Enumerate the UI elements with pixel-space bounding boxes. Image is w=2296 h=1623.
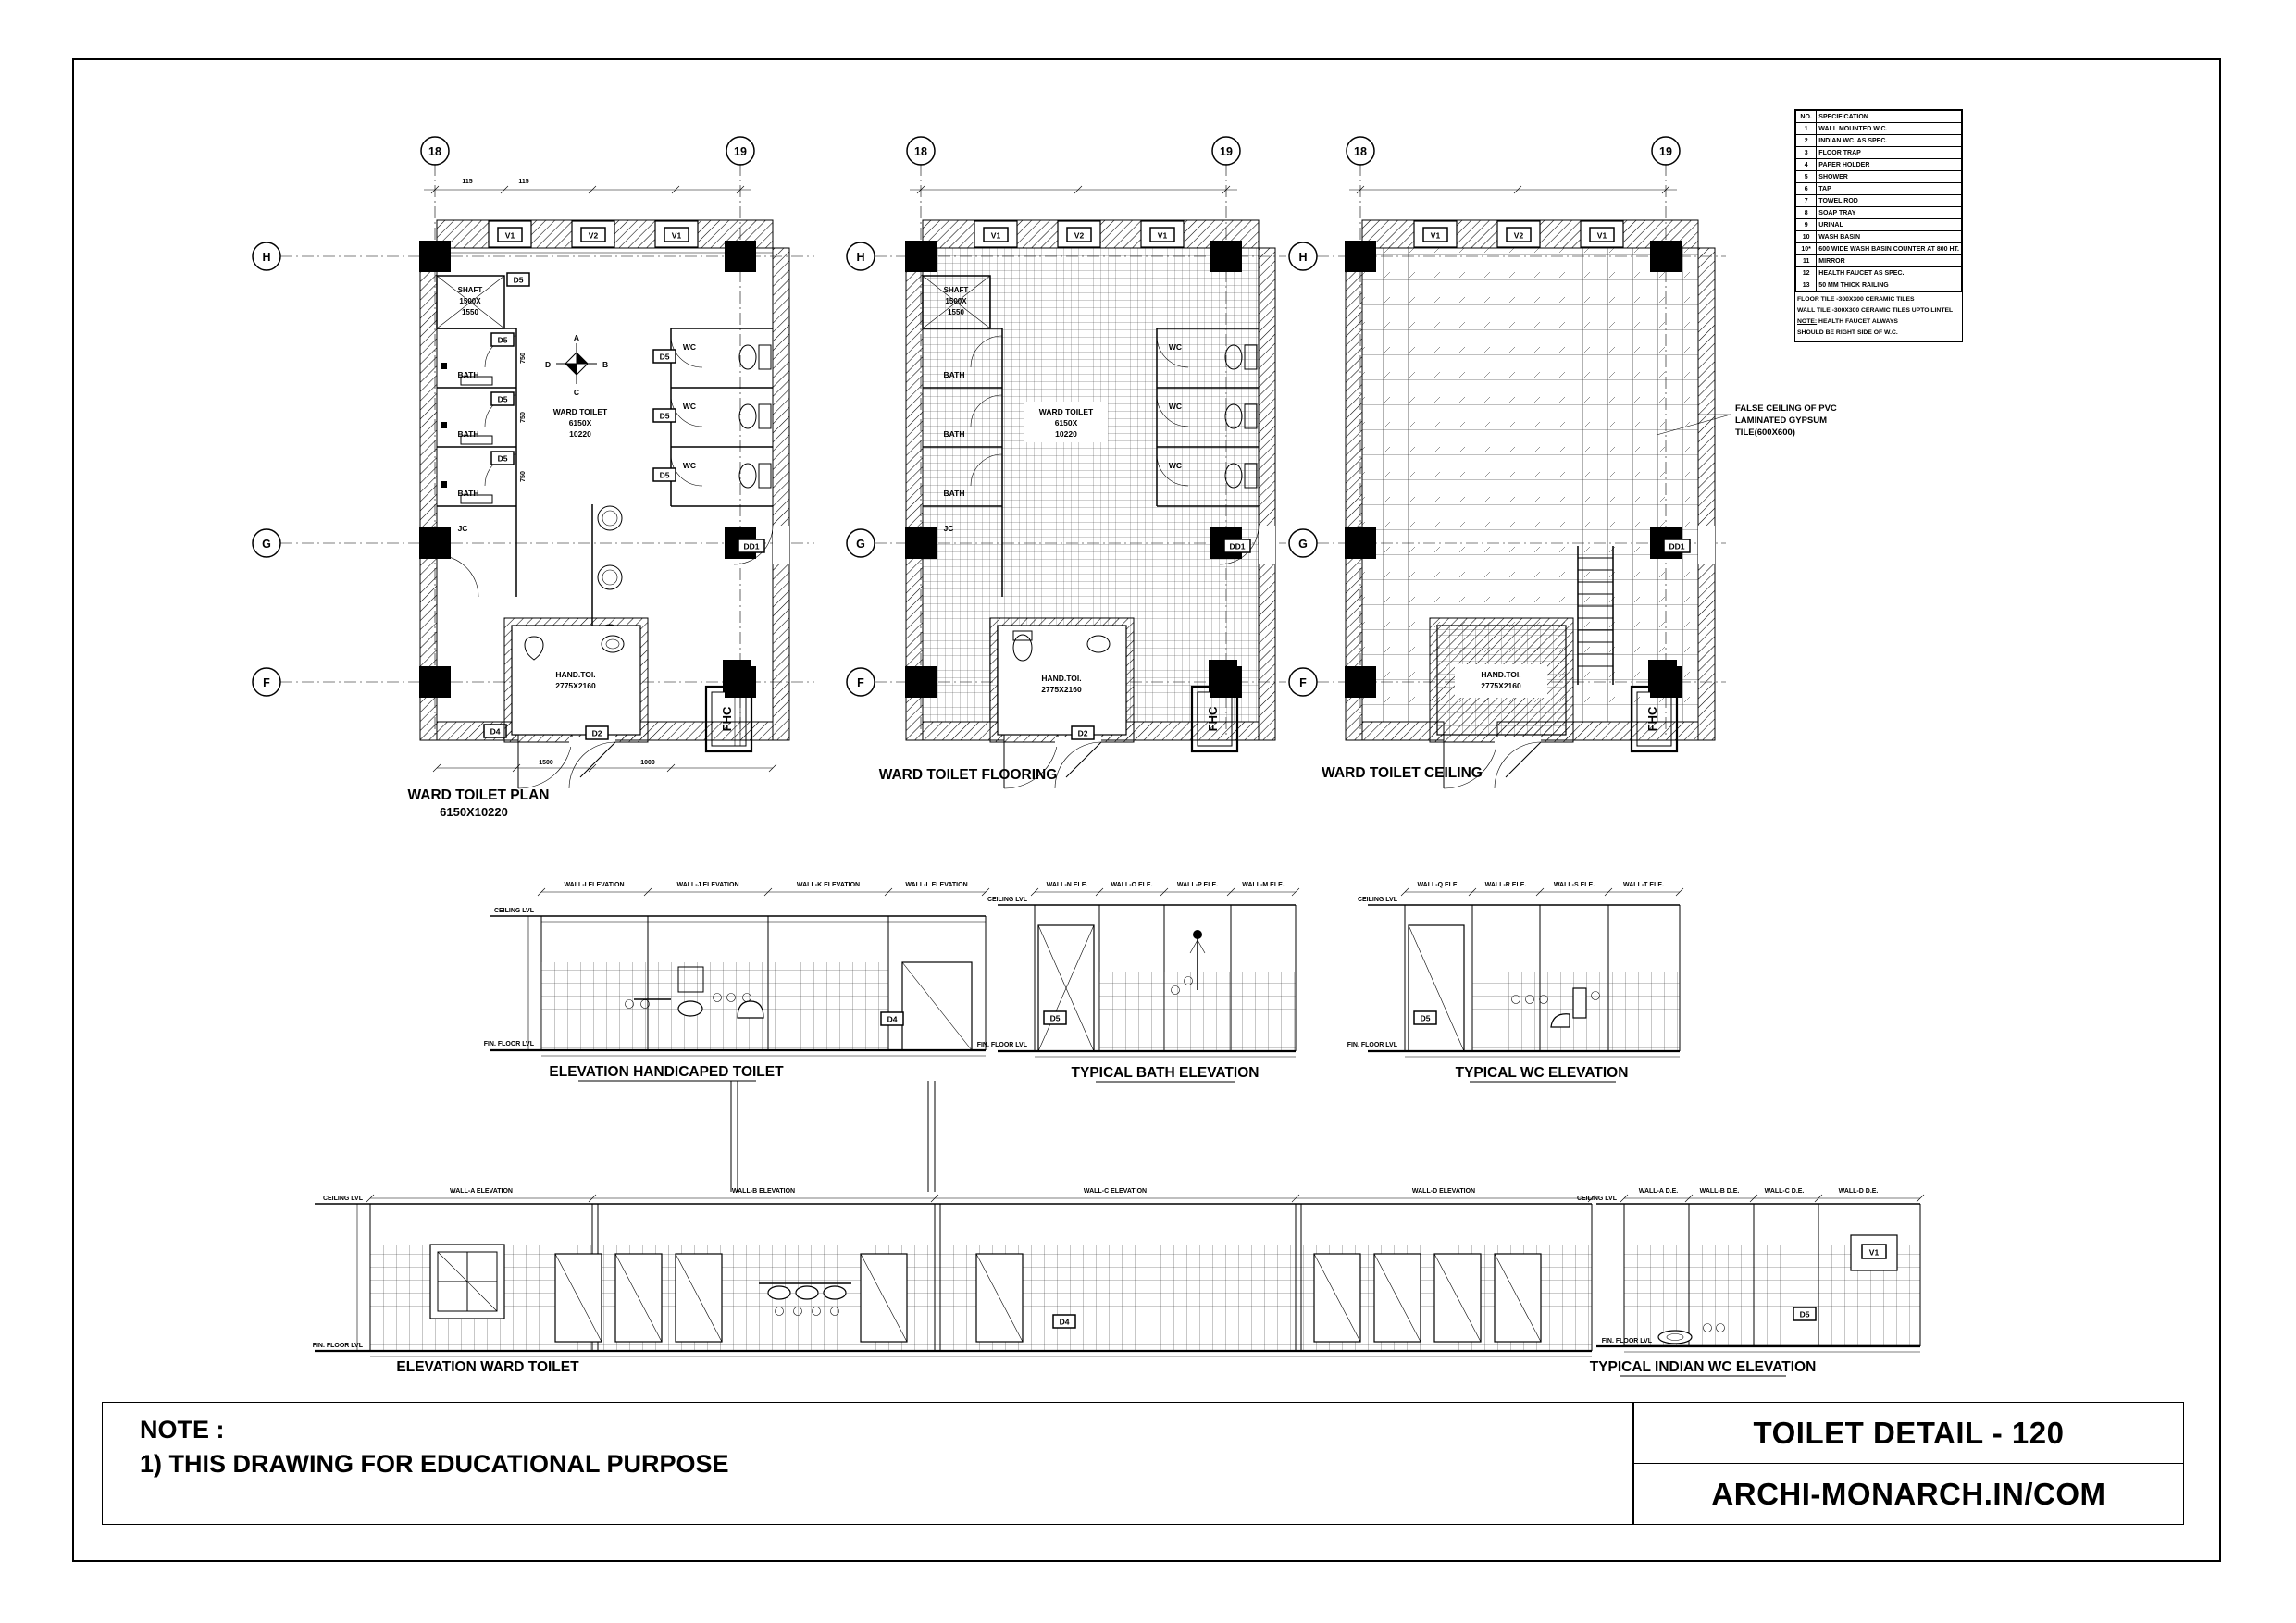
elevation-title: ELEVATION HANDICAPED TOILET (549, 1064, 784, 1080)
svg-text:H: H (262, 251, 271, 264)
door-tag-d5 (1414, 1011, 1436, 1024)
svg-text:WALL-D ELEVATION: WALL-D ELEVATION (1411, 1188, 1476, 1195)
plan-title: WARD TOILET FLOORING (878, 767, 1058, 783)
north-compass (545, 333, 608, 397)
svg-text:D5: D5 (1420, 1013, 1431, 1023)
wc-fixture (739, 345, 771, 369)
svg-text:DD1: DD1 (1229, 541, 1246, 551)
svg-text:D5: D5 (1799, 1309, 1810, 1319)
ward-toilet-plan (408, 164, 790, 819)
svg-text:H: H (1298, 251, 1308, 264)
svg-text:SHAFT: SHAFT (943, 286, 969, 294)
svg-text:FIN. FLOOR LVL: FIN. FLOOR LVL (976, 1042, 1027, 1048)
svg-text:19: 19 (1659, 145, 1672, 158)
svg-text:WC: WC (682, 461, 697, 470)
svg-text:D4: D4 (887, 1014, 898, 1024)
svg-text:D4: D4 (490, 726, 501, 737)
svg-text:WALL-M ELE.: WALL-M ELE. (1242, 882, 1285, 888)
elevation-title: TYPICAL WC ELEVATION (1455, 1065, 1629, 1081)
svg-text:D5: D5 (497, 453, 508, 464)
door-tag-d2 (586, 726, 608, 739)
svg-text:D5: D5 (1049, 1013, 1061, 1023)
vent-tag-v1 (1423, 228, 1447, 242)
plan-title: WARD TOILET CEILING (1322, 765, 1483, 781)
svg-text:750: 750 (520, 412, 527, 423)
svg-text:V1: V1 (504, 230, 515, 241)
spec-header-no: NO. (1796, 111, 1817, 123)
svg-text:1550: 1550 (948, 308, 964, 316)
svg-text:FIN. FLOOR LVL: FIN. FLOOR LVL (312, 1343, 363, 1349)
svg-text:D5: D5 (659, 411, 670, 421)
spec-wall-tile: WALL TILE -300X300 CERAMIC TILES UPTO LINTEL (1797, 307, 1954, 314)
svg-text:FIN. FLOOR LVL: FIN. FLOOR LVL (483, 1041, 534, 1047)
svg-text:6150X: 6150X (1054, 418, 1078, 427)
svg-text:V1: V1 (671, 230, 682, 241)
svg-text:V2: V2 (1074, 230, 1085, 241)
svg-text:115: 115 (518, 179, 529, 185)
svg-text:D2: D2 (1077, 728, 1088, 738)
svg-text:V1: V1 (1868, 1247, 1880, 1258)
svg-text:WALL-A ELEVATION: WALL-A ELEVATION (450, 1188, 513, 1195)
svg-text:WALL-S ELE.: WALL-S ELE. (1553, 882, 1595, 888)
svg-text:10220: 10220 (1055, 429, 1077, 439)
svg-text:D5: D5 (513, 275, 524, 285)
vent-tag-v1 (984, 228, 1008, 242)
svg-text:1550: 1550 (462, 308, 478, 316)
svg-text:D2: D2 (591, 728, 602, 738)
svg-text:FHC: FHC (1206, 706, 1220, 732)
svg-text:WALL-D D.E.: WALL-D D.E. (1838, 1188, 1879, 1195)
vent-tag-v1 (664, 228, 689, 242)
svg-text:BATH: BATH (457, 370, 479, 379)
svg-text:JC: JC (457, 524, 468, 533)
door-tag-d4 (1053, 1315, 1075, 1328)
vent-tag-v2 (1067, 228, 1091, 242)
svg-text:WALL-J ELEVATION: WALL-J ELEVATION (676, 882, 739, 888)
svg-text:WALL-C D.E.: WALL-C D.E. (1764, 1188, 1805, 1195)
table-row: 4 PAPER HOLDER (1796, 159, 1962, 171)
door-tag-d5 (491, 392, 514, 405)
vent-tag-v1 (1150, 228, 1174, 242)
svg-text:750: 750 (520, 353, 527, 364)
svg-text:WARD TOILET: WARD TOILET (1038, 407, 1094, 416)
svg-text:CEILING LVL: CEILING LVL (987, 897, 1027, 903)
table-row: 5 SHOWER (1796, 171, 1962, 183)
table-row: 1 WALL MOUNTED W.C. (1796, 123, 1962, 135)
window-grille (430, 1245, 504, 1319)
elevation-title: TYPICAL BATH ELEVATION (1071, 1065, 1260, 1081)
wc-fixture (739, 464, 771, 488)
elevation-handicapped-toilet (484, 882, 989, 1081)
drawing-title: TOILET DETAIL - 120 (1634, 1403, 2183, 1464)
table-row: 8 SOAP TRAY (1796, 207, 1962, 219)
svg-text:WALL-K ELEVATION: WALL-K ELEVATION (796, 882, 861, 888)
svg-text:FALSE CEILING OF PVC: FALSE CEILING OF PVC (1735, 403, 1837, 414)
table-row: 12 HEALTH FAUCET AS SPEC. (1796, 267, 1962, 279)
svg-text:H: H (856, 251, 865, 264)
table-row: 6 TAP (1796, 183, 1962, 195)
svg-text:CEILING LVL: CEILING LVL (493, 908, 534, 914)
svg-text:2775X2160: 2775X2160 (1481, 681, 1521, 690)
typical-wc-elevation (1347, 882, 1683, 1082)
door-tag-d4 (881, 1012, 903, 1025)
svg-text:JC: JC (943, 524, 954, 533)
table-row: 9 URINAL (1796, 219, 1962, 231)
svg-text:BATH: BATH (943, 429, 965, 439)
ward-toilet-flooring-plan (879, 164, 1275, 788)
svg-text:G: G (856, 538, 865, 551)
svg-text:HAND.TOI.: HAND.TOI. (555, 670, 596, 679)
table-row: 11 MIRROR (1796, 255, 1962, 267)
svg-text:SHAFT: SHAFT (457, 286, 483, 294)
svg-text:LAMINATED GYPSUM: LAMINATED GYPSUM (1735, 415, 1828, 426)
svg-text:1500: 1500 (539, 760, 553, 766)
svg-text:WALL-L ELEVATION: WALL-L ELEVATION (905, 882, 968, 888)
svg-text:WC: WC (682, 402, 697, 411)
door-tag-d5 (491, 333, 514, 346)
svg-text:2775X2160: 2775X2160 (555, 681, 596, 690)
svg-text:1500X: 1500X (945, 297, 967, 305)
svg-text:HAND.TOI.: HAND.TOI. (1481, 670, 1521, 679)
table-row: 7 TOWEL ROD (1796, 195, 1962, 207)
door-tag-d4 (484, 725, 506, 737)
door-tag-d5 (653, 409, 676, 422)
svg-text:A: A (573, 333, 580, 342)
specification-table (1794, 109, 1963, 342)
vent-tag-v1 (1590, 228, 1614, 242)
svg-text:BATH: BATH (943, 489, 965, 498)
svg-text:V2: V2 (1513, 230, 1524, 241)
vent-tag-v2 (581, 228, 605, 242)
svg-text:F: F (263, 676, 270, 689)
svg-text:BATH: BATH (457, 489, 479, 498)
svg-text:WALL-Q ELE.: WALL-Q ELE. (1417, 882, 1459, 888)
svg-text:WALL-T ELE.: WALL-T ELE. (1623, 882, 1664, 888)
svg-text:DD1: DD1 (743, 541, 760, 551)
svg-text:750: 750 (520, 471, 527, 482)
note-title: NOTE : (140, 1416, 225, 1443)
door-tag-dd1 (1224, 539, 1250, 552)
svg-text:19: 19 (734, 145, 747, 158)
svg-text:10220: 10220 (569, 429, 591, 439)
wc-fixture (739, 404, 771, 428)
svg-text:18: 18 (914, 145, 927, 158)
svg-text:V2: V2 (588, 230, 599, 241)
svg-text:F: F (1299, 676, 1307, 689)
svg-text:D5: D5 (659, 352, 670, 362)
note-block (102, 1402, 1633, 1525)
svg-text:FHC: FHC (720, 706, 734, 732)
svg-text:TILE(600X600): TILE(600X600) (1735, 427, 1795, 438)
door-tag-d5 (653, 468, 676, 481)
title-block (1633, 1402, 2184, 1525)
door-tag-dd1 (1664, 539, 1690, 552)
svg-text:WC: WC (1168, 461, 1183, 470)
spec-footer (1795, 291, 1962, 341)
elevation-title: ELEVATION WARD TOILET (396, 1359, 579, 1375)
elevation-title: TYPICAL INDIAN WC ELEVATION (1589, 1359, 1817, 1375)
table-row: 10 WASH BASIN (1796, 231, 1962, 243)
svg-text:G: G (1298, 538, 1308, 551)
svg-text:1500X: 1500X (459, 297, 481, 305)
table-row: 10* 600 WIDE WASH BASIN COUNTER AT 800 HT. (1796, 243, 1962, 255)
svg-text:D5: D5 (497, 394, 508, 404)
svg-text:FIN. FLOOR LVL: FIN. FLOOR LVL (1601, 1338, 1652, 1344)
vent-tag-v1 (498, 228, 522, 242)
svg-text:C: C (573, 388, 580, 397)
svg-text:G: G (262, 538, 271, 551)
svg-text:V1: V1 (1596, 230, 1607, 241)
svg-text:D5: D5 (497, 335, 508, 345)
svg-text:WALL-P ELE.: WALL-P ELE. (1176, 882, 1219, 888)
svg-text:WC: WC (682, 342, 697, 352)
svg-text:WALL-B D.E.: WALL-B D.E. (1699, 1188, 1740, 1195)
svg-text:FHC: FHC (1645, 706, 1659, 732)
website-label: ARCHI-MONARCH.IN/COM (1711, 1476, 2106, 1511)
note-line: 1) THIS DRAWING FOR EDUCATIONAL PURPOSE (140, 1450, 729, 1478)
svg-text:D4: D4 (1059, 1317, 1070, 1327)
svg-text:18: 18 (1354, 145, 1367, 158)
vent-tag-v2 (1507, 228, 1531, 242)
svg-text:WALL-O ELE.: WALL-O ELE. (1111, 882, 1153, 888)
door-tag-d5 (507, 273, 529, 286)
svg-text:WALL-N ELE.: WALL-N ELE. (1046, 882, 1088, 888)
svg-text:6150X: 6150X (568, 418, 592, 427)
svg-text:B: B (602, 360, 609, 369)
svg-text:DD1: DD1 (1669, 541, 1685, 551)
svg-text:F: F (857, 676, 864, 689)
svg-text:WALL-C ELEVATION: WALL-C ELEVATION (1083, 1188, 1148, 1195)
spec-floor-tile: FLOOR TILE -300X300 CERAMIC TILES (1797, 296, 1915, 303)
svg-text:18: 18 (428, 145, 441, 158)
svg-text:BATH: BATH (457, 429, 479, 439)
door-tag-d5 (1793, 1307, 1816, 1320)
svg-text:WALL-R ELE.: WALL-R ELE. (1484, 882, 1527, 888)
svg-text:WALL-A D.E.: WALL-A D.E. (1638, 1188, 1679, 1195)
svg-text:D5: D5 (659, 470, 670, 480)
table-row: 3 FLOOR TRAP (1796, 147, 1962, 159)
svg-text:V1: V1 (1430, 230, 1441, 241)
svg-text:V1: V1 (1157, 230, 1168, 241)
svg-text:CEILING LVL: CEILING LVL (1576, 1196, 1617, 1202)
svg-text:115: 115 (462, 179, 473, 185)
elevation-ward-toilet (313, 1188, 1595, 1375)
door-tag-dd1 (738, 539, 764, 552)
door-tag-d5 (653, 350, 676, 363)
spec-note: NOTE: HEALTH FAUCET ALWAYS (1797, 318, 1898, 325)
spec-header-spec: SPECIFICATION (1817, 111, 1962, 123)
door-tag-d5 (491, 452, 514, 465)
svg-text:CEILING LVL: CEILING LVL (322, 1196, 363, 1202)
svg-text:1000: 1000 (640, 760, 655, 766)
svg-text:WC: WC (1168, 342, 1183, 352)
svg-text:19: 19 (1220, 145, 1233, 158)
table-row: 2 INDIAN WC. AS SPEC. (1796, 135, 1962, 147)
svg-text:FIN. FLOOR LVL: FIN. FLOOR LVL (1347, 1042, 1397, 1048)
spec-note-2: SHOULD BE RIGHT SIDE OF W.C. (1797, 329, 1898, 336)
plan-subtitle: 6150X10220 (440, 805, 508, 819)
svg-text:BATH: BATH (943, 370, 965, 379)
svg-text:HAND.TOI.: HAND.TOI. (1041, 674, 1082, 683)
svg-text:D: D (545, 360, 552, 369)
door-tag-d5 (1044, 1011, 1066, 1024)
svg-text:WC: WC (1168, 402, 1183, 411)
svg-text:V1: V1 (990, 230, 1001, 241)
table-row: 13 50 MM THICK RAILING (1796, 279, 1962, 291)
door-tag-d2 (1072, 726, 1094, 739)
typical-bath-elevation (977, 882, 1299, 1082)
typical-indian-wc-elevation (1577, 1188, 1924, 1376)
svg-text:WALL-I ELEVATION: WALL-I ELEVATION (564, 882, 625, 888)
vent-tag-v1 (1862, 1245, 1886, 1258)
svg-text:WARD TOILET: WARD TOILET (552, 407, 608, 416)
svg-text:2775X2160: 2775X2160 (1041, 685, 1082, 694)
plan-title: WARD TOILET PLAN (407, 787, 550, 803)
svg-text:CEILING LVL: CEILING LVL (1357, 897, 1397, 903)
ward-toilet-ceiling-plan (1322, 164, 1731, 788)
false-ceiling-note (1698, 403, 1837, 438)
svg-text:WALL-B ELEVATION: WALL-B ELEVATION (731, 1188, 796, 1195)
